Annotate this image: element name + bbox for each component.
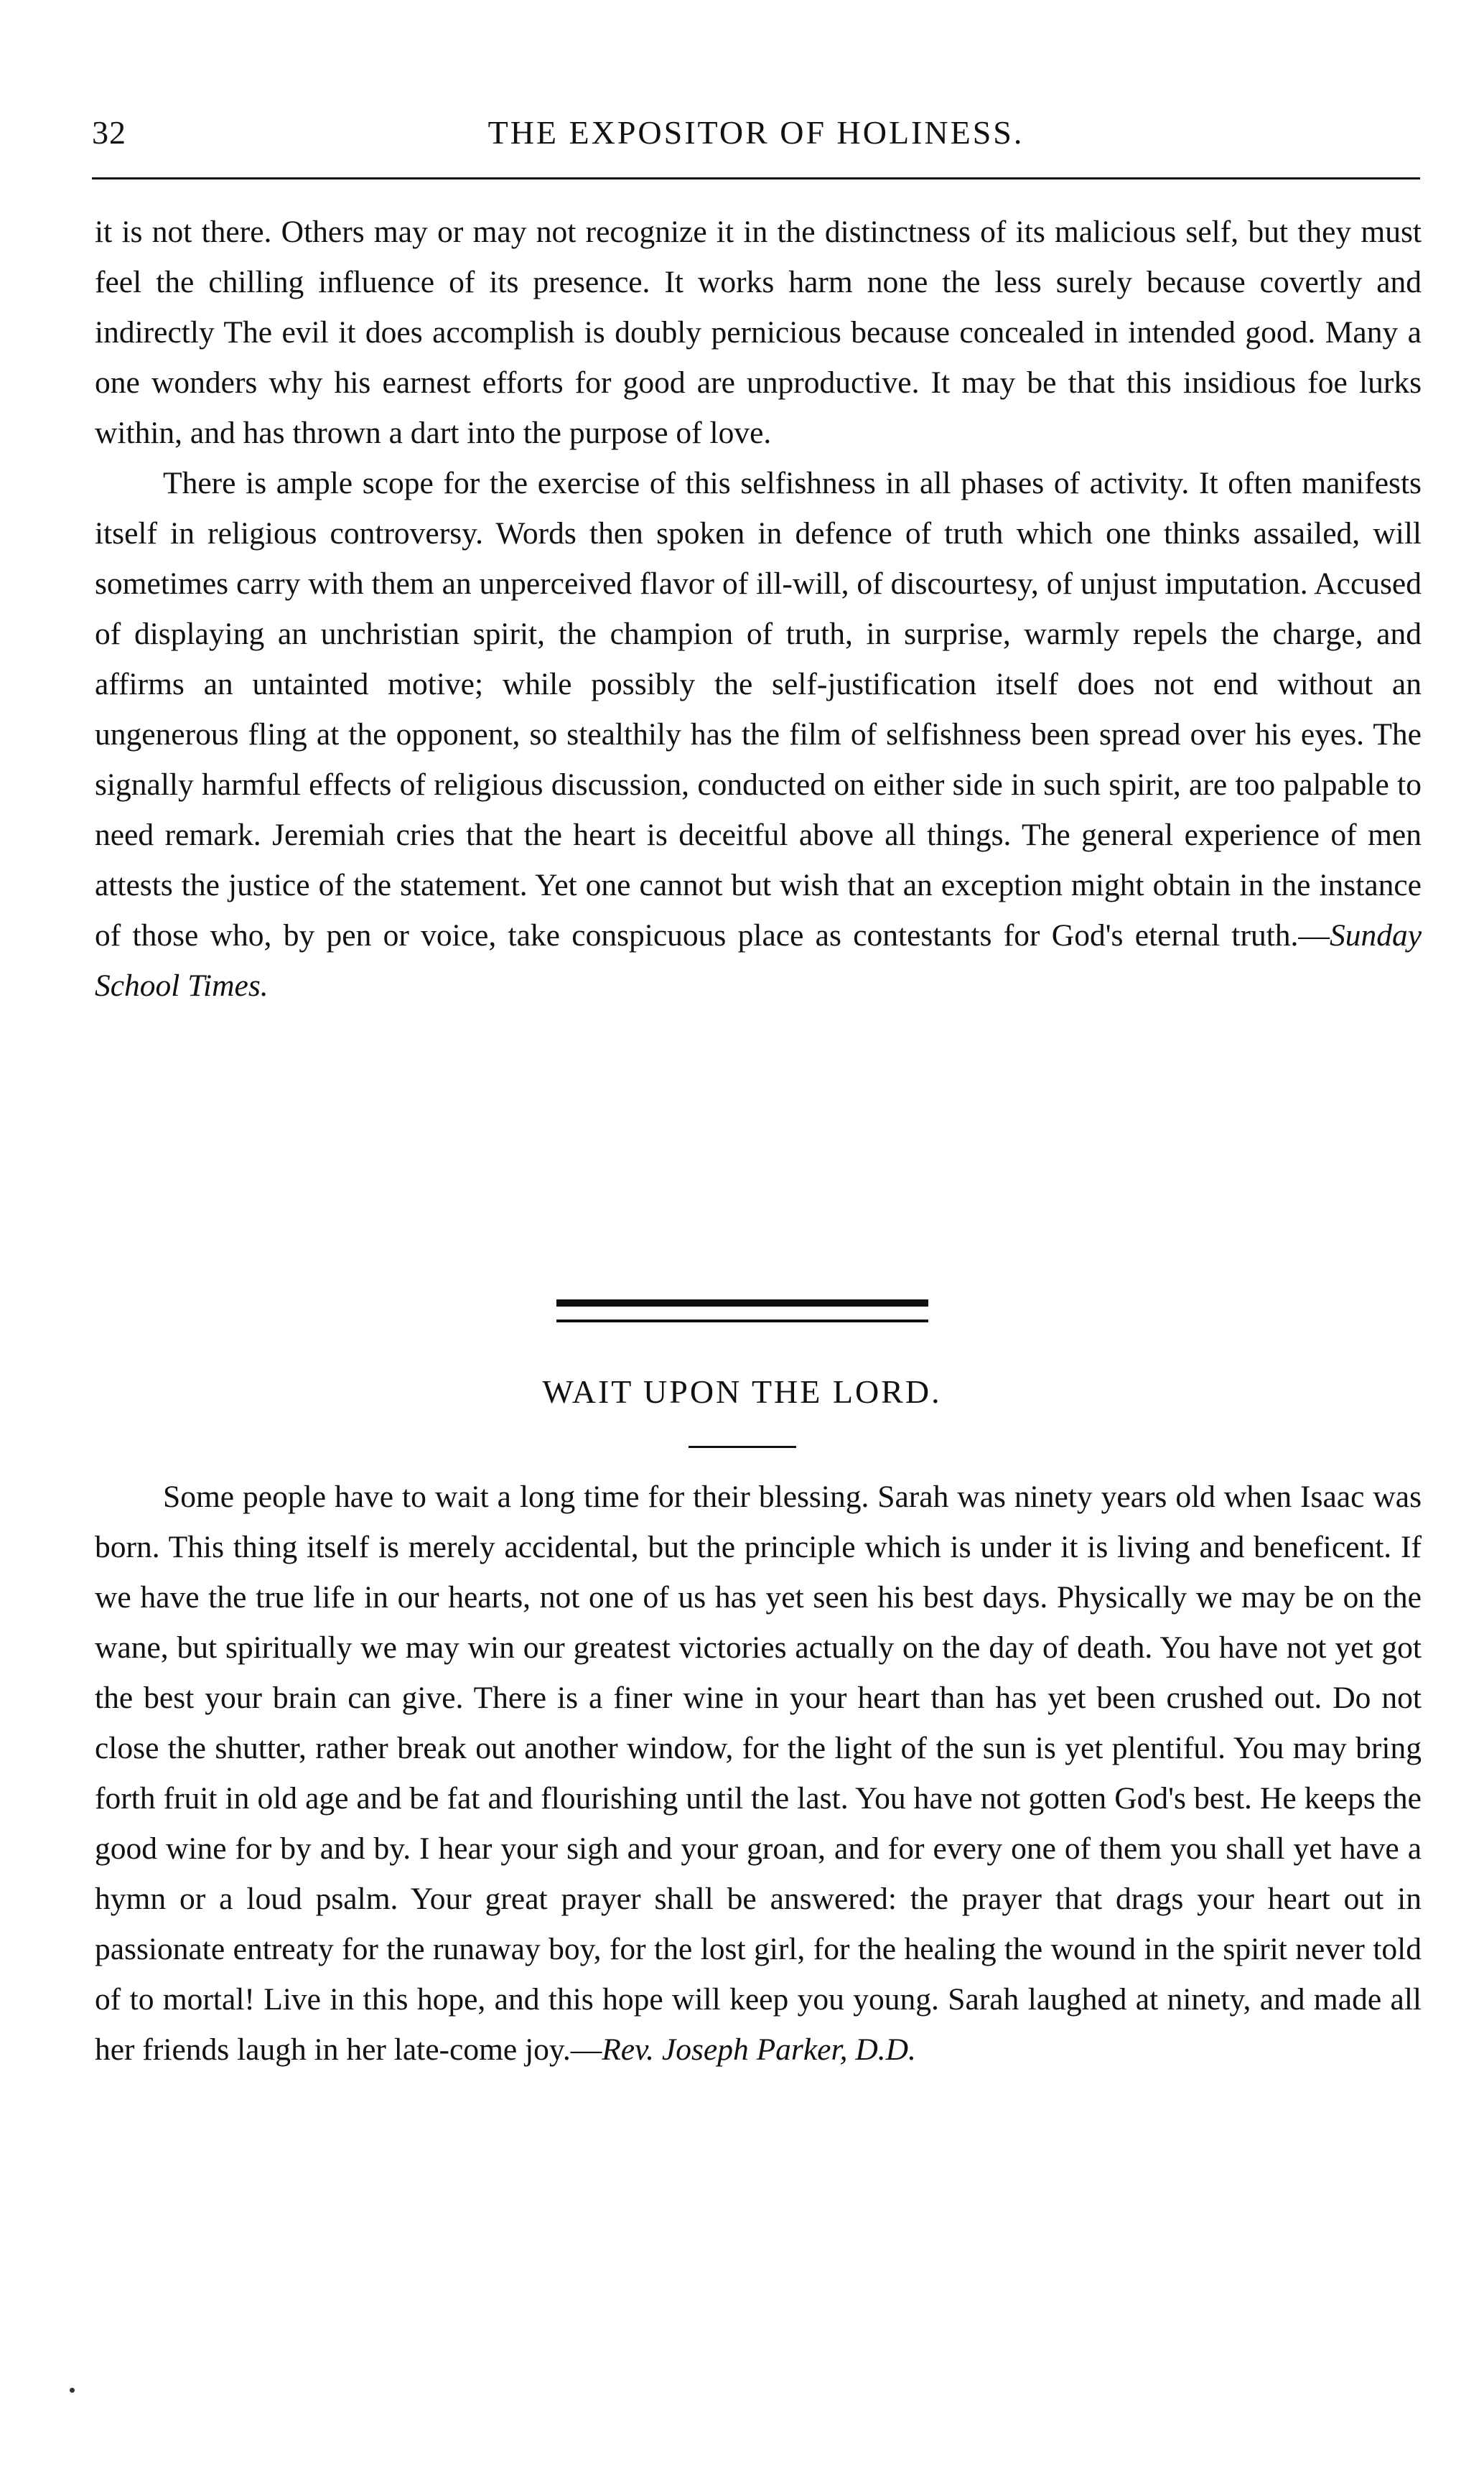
page-header	[92, 113, 1420, 164]
article-1-attribution: Sunday School Times.	[95, 918, 1422, 1003]
article-2-attribution: Rev. Joseph Parker, D.D.	[602, 2032, 916, 2067]
article-2-paragraph	[95, 1472, 1422, 2075]
article-1-paragraph-2-text: There is ample scope for the exercise of this selfishness in all phases of activity. It often manifests itself in religious controversy. Words then spoken in defence of truth which one thinks assailed, will sometimes carry with them an unperceived flavor of ill-will, of discourtesy, of unjust imputation. Accused of displaying an unchristian spirit, the champion of truth, in surprise, warmly repels the charge, and affirms an untainted motive; while possibly the self-justification itself does not end without an ungenerous fling at the opponent, so stealthily has the film of selfishness been spread over his eyes. The signally harmful effects of religious discussion, conducted on either side in such spirit, are too palpable to need remark. Jeremiah cries that the heart is deceitful above all things. The general experience of men attests the justice of the statement. Yet one cannot but wish that an exception might obtain in the instance of those who, by pen or voice, take conspicuous place as contestants for God's eternal truth.—	[95, 466, 1422, 953]
page-number: 32	[92, 114, 126, 151]
article-selfishness	[95, 207, 1422, 1011]
article-wait-upon-the-lord	[95, 1472, 1422, 2075]
article-1-paragraph-1: it is not there. Others may or may not recognize it in the distinctness of its malicious self, but they must feel the chilling influence of its presence. It works harm none the less surely because covertly and indirectly The evil it does accomplish is doubly pernicious because concealed in intended good. Many a one wonders why his earnest efforts for good are unproductive. It may be that this insidious foe lurks within, and has thrown a dart into the purpose of love.	[95, 215, 1422, 450]
article-2-title: WAIT UPON THE LORD.	[542, 1373, 942, 1410]
article-2-body: Some people have to wait a long time for their blessing. Sarah was ninety years old when Isaac was born. This thing itself is merely accidental, but the principle which is under it is living and beneficent. If we have the true life in our hearts, not one of us has yet seen his best days. Physically we may be on the wane, but spiritually we may win our greatest victories actually on the day of death. You have not yet got the best your brain can give. There is a finer wine in your heart than has yet been crushed out. Do not close the shutter, rather break out another window, for the light of the sun is yet plentiful. You may bring forth fruit in old age and be fat and flourishing until the last. You have not gotten God's best. He keeps the good wine for by and by. I hear your sigh and your groan, and for every one of them you shall yet have a hymn or a loud psalm. Your great prayer shall be answered: the prayer that drags your heart out in passionate entreaty for the runaway boy, for the lost girl, for the healing the wound in the spirit never told of to mortal! Live in this hope, and this hope will keep you young. Sarah laughed at ninety, and made all her friends laugh in her late-come joy.—	[95, 1480, 1422, 2067]
article-1-paragraph-2	[95, 458, 1422, 1011]
print-speck	[70, 2388, 75, 2393]
running-title: THE EXPOSITOR OF HOLINESS.	[487, 114, 1025, 151]
section-divider-thick	[556, 1299, 928, 1307]
title-underline-rule	[689, 1446, 796, 1448]
header-rule	[92, 177, 1420, 179]
section-divider-thin	[556, 1320, 928, 1322]
